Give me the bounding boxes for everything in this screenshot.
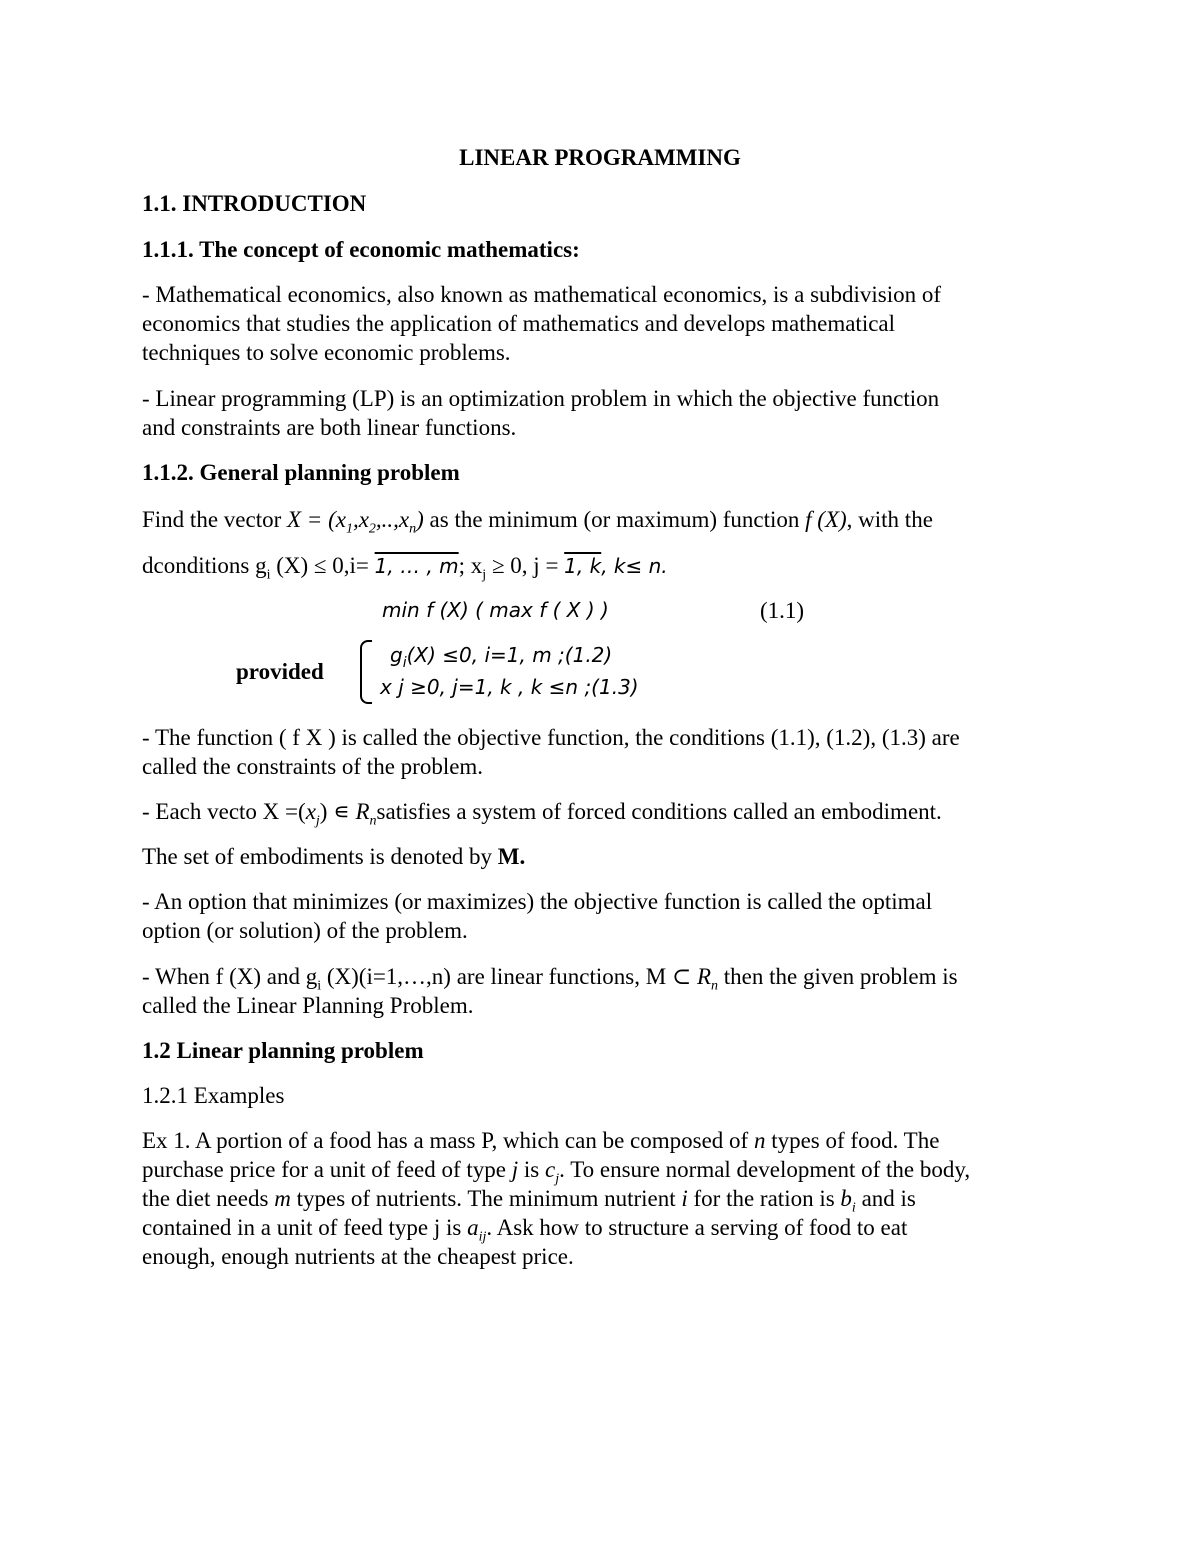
page-title: LINEAR PROGRAMMING bbox=[459, 145, 741, 170]
example-line: the diet needs m types of nutrients. The minimum nutrient i for the ration is $b_i$ and is bbox=[142, 1186, 916, 1216]
constraint-2: x j ≥0, j=1, k , k ≤n ;(1.3) bbox=[380, 675, 639, 699]
example-line: contained in a unit of feed type j is $a_{ij}$. Ask how to structure a serving of food to eat bbox=[142, 1215, 908, 1245]
paragraph-line: - Mathematical economics, also known as mathematical economics, is a subdivision of bbox=[142, 282, 942, 307]
paragraph-line: economics that studies the application of mathematics and develops mathematical bbox=[142, 311, 896, 336]
embodiment-line: - Each vecto $X =(x_j)$ ∊ $R_nsatisfies$ a system of forced conditions called an embodiment. bbox=[142, 799, 942, 829]
heading-linear-planning: 1.2 Linear planning problem bbox=[142, 1038, 424, 1063]
find-vector-line: Find the vector $X = (x_1,x_2,..,x_n)$ as the minimum (or maximum) function f (X), with the bbox=[142, 507, 933, 537]
constraint-1: $g_i(X) \le 0$, i=1, m ;(1.2) bbox=[390, 643, 613, 671]
heading-concept: 1.1.1. The concept of economic mathematics: bbox=[142, 237, 580, 262]
example-line: Ex 1. A portion of a food has a mass P, which can be composed of n types of food. The bbox=[142, 1128, 940, 1153]
paragraph-line: option (or solution) of the problem. bbox=[142, 918, 468, 943]
provided-label: provided bbox=[236, 659, 324, 684]
paragraph-line: called the Linear Planning Problem. bbox=[142, 993, 474, 1018]
objective-equation: min f (X) ( max f ( X ) ) bbox=[382, 598, 609, 622]
paragraph-line: and constraints are both linear functions. bbox=[142, 415, 517, 440]
heading-introduction: 1.1. INTRODUCTION bbox=[142, 191, 367, 216]
paragraph-line: - The function ( f X ) is called the objective function, the conditions (1.1), (1.2), (1.3) are bbox=[142, 725, 960, 750]
heading-examples: 1.2.1 Examples bbox=[142, 1083, 285, 1108]
embodiment-set-line: The set of embodiments is denoted by M. bbox=[142, 844, 526, 869]
paragraph-line: techniques to solve economic problems. bbox=[142, 340, 511, 365]
paragraph-line: - Linear programming (LP) is an optimization problem in which the objective function bbox=[142, 386, 940, 411]
paragraph-line: - An option that minimizes (or maximizes) the objective function is called the optimal bbox=[142, 889, 933, 914]
example-line: purchase price for a unit of feed of type j is $c_j$. To ensure normal development of the body, bbox=[142, 1157, 971, 1187]
linear-problem-line: - When f (X) and $g_i$ (X)(i=1,…,n) are linear functions, M ⊂ $R_n$ then the given problem is bbox=[142, 964, 958, 994]
constraint-brace bbox=[360, 640, 372, 704]
paragraph-line: called the constraints of the problem. bbox=[142, 754, 484, 779]
equation-number: (1.1) bbox=[760, 598, 805, 623]
heading-general-planning: 1.1.2. General planning problem bbox=[142, 460, 460, 485]
conditions-line: dconditions $g_i$ (X) ≤ 0,i= 1, … , m; $x_j \ge 0$, j = 1, k, k≤ n. bbox=[142, 553, 668, 583]
example-line: enough, enough nutrients at the cheapest price. bbox=[142, 1244, 574, 1269]
